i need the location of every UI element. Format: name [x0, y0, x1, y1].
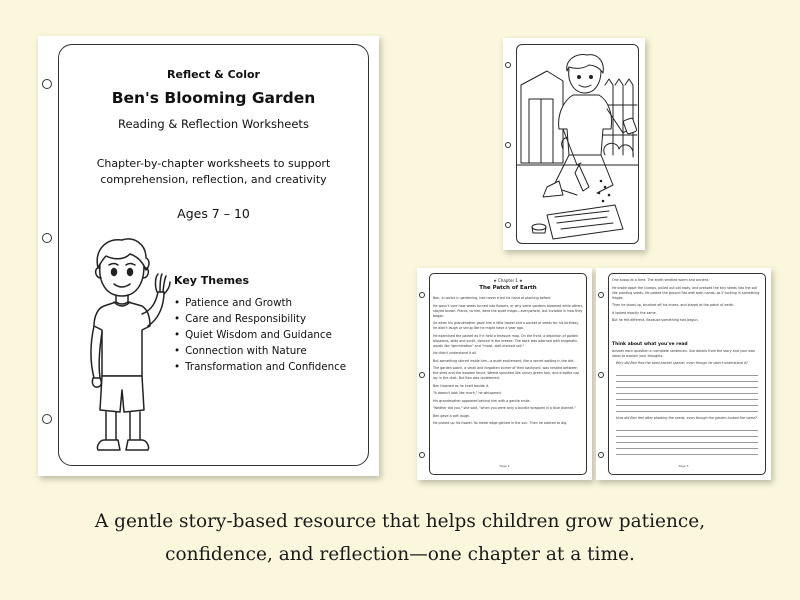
caption — [0, 505, 800, 571]
page-number: Page 5 — [678, 464, 689, 468]
cover-ages: Ages 7 – 10 — [177, 206, 250, 221]
paragraph: He examined the packet as if it held a treasure map. On the front, a depiction of golden blossoms, wide and sunlit, danced in the breeze. The back was adorned with enigmatic words like "germination" and "moist, well-drained soil." — [433, 333, 579, 348]
chapter-label: ★ Chapter 1 ★ — [493, 278, 523, 283]
paragraph: Ben, a novice in gardening, had never tried his hand at planting before. — [433, 296, 552, 300]
paragraph: The garden patch, a small and forgotten corner of their backyard, was nestled between the shed and the wooden fence. Weeds sprouted like unruly green hair, and a bottle cap lay in the dust. But Ben was undeterred. — [433, 366, 580, 380]
chapter-text — [433, 296, 583, 429]
paragraph: He broke apart the clumps, pulled out old roots, and pressed the tiny seeds into the soil like planting seeds. He patted the ground flat with both hands, as if tucking in something fragile. — [612, 285, 760, 300]
answer-line — [616, 449, 758, 455]
instructions: Answer each question in complete sentences. Use details from the story and your own ideas to explain your thoughts. — [612, 349, 756, 358]
binder-hole — [598, 292, 604, 298]
paragraph: "It doesn't look like much," he whispered. — [433, 391, 502, 395]
cover-description: Chapter-by-chapter worksheets to support comprehension, reflection, and creativity — [96, 157, 331, 186]
section-title: Think about what you've read — [612, 342, 688, 347]
cover-subtitle: Reflect & Color — [167, 68, 260, 81]
paragraph: It looked exactly the same. — [612, 310, 657, 315]
story-continuation — [612, 278, 762, 326]
binder-hole — [419, 292, 425, 298]
chapter-title: The Patch of Earth — [479, 285, 537, 291]
themes-heading: Key Themes — [174, 274, 250, 287]
themes-list — [174, 295, 346, 375]
theme-item: • Care and Responsibility — [174, 311, 346, 327]
caption-line-1: A gentle story-based resource that helps children grow patience, — [94, 511, 706, 532]
boy-illustration — [84, 234, 174, 466]
cover-worksheet — [38, 36, 379, 476]
binder-hole — [42, 79, 52, 89]
theme-item: • Patience and Growth — [174, 295, 346, 311]
theme-item: • Transformation and Confidence — [174, 359, 346, 375]
worksheet-chapter-1 — [417, 268, 592, 480]
worksheet-questions — [596, 268, 771, 480]
binder-hole — [505, 142, 511, 148]
theme-item: • Connection with Nature — [174, 343, 346, 359]
binder-hole — [419, 452, 425, 458]
cover-kind: Reading & Reflection Worksheets — [118, 117, 309, 131]
binder-hole — [419, 372, 425, 378]
paragraph: Ben frowned as he knelt beside it. — [433, 383, 490, 388]
answer-lines — [612, 425, 762, 455]
binder-hole — [505, 62, 511, 68]
coloring-page — [503, 38, 645, 250]
paragraph: Ben gave a soft laugh. — [433, 413, 471, 418]
page-number: Page 4 — [499, 464, 510, 468]
paragraph: "Neither did you," she said, "when you were only a bundle wrapped in a blue blanket." — [433, 406, 576, 410]
paragraph: He picked up his trowel. Its metal edge glinted in the sun. Then he started to dig. — [433, 421, 568, 425]
paragraph: He didn't understand it all. — [433, 351, 478, 355]
binder-hole — [42, 233, 52, 243]
question: Why did Ben find the seed packet special, even though he didn't understand it? — [616, 361, 748, 365]
binder-hole — [42, 414, 52, 424]
question: How did Ben feel after planting the seeds, even though the garden looked the same? — [616, 416, 757, 420]
binder-hole — [598, 372, 604, 378]
boy-planting-illustration — [517, 45, 638, 243]
binder-hole — [598, 452, 604, 458]
cover-title: Ben's Blooming Garden — [111, 89, 316, 107]
answer-lines — [612, 370, 762, 412]
key-themes — [174, 274, 346, 375]
paragraph: But something stirred inside him—a quiet excitement, like a secret waiting in the dirt. — [433, 358, 575, 363]
paragraph: One scoop at a time. The earth smelled warm and ancient. — [612, 278, 710, 282]
paragraph: He wasn't sure how seeds turned into flowers, or why some gardens bloomed while others stayed brown. Plants, to him, were the quiet magic—everywhere, but invisible in how they began. — [433, 303, 583, 318]
binder-hole — [505, 222, 511, 228]
paragraph: But he felt different. Because something had begun. — [612, 318, 699, 322]
paragraph: So when his grandmother gave him a little trowel and a packet of seeds for his birthday, he didn't laugh or shrug like he might have a year ago. — [433, 321, 580, 330]
theme-item: • Quiet Wisdom and Guidance — [174, 327, 346, 343]
answer-line — [616, 406, 758, 412]
caption-line-2: confidence, and reflection—one chapter at a time. — [165, 544, 635, 565]
paragraph: His grandmother appeared behind him with a gentle smile. — [433, 398, 531, 403]
paragraph: Then he stood up, brushed off his knees, and stared at the patch of earth. — [612, 303, 735, 307]
